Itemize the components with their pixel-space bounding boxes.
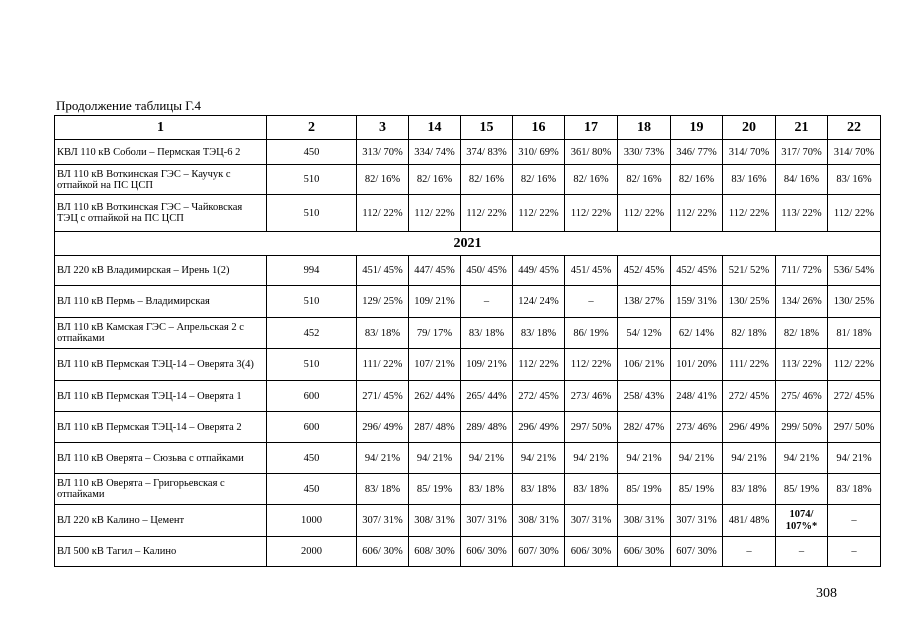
load-value: 272/ 45% (513, 381, 565, 412)
load-value: 83/ 18% (357, 474, 409, 505)
line-rating: 510 (267, 349, 357, 381)
load-value: 536/ 54% (828, 256, 881, 286)
load-value: 107/ 21% (409, 349, 461, 381)
load-value: 296/ 49% (357, 412, 409, 443)
load-value: – (828, 537, 881, 567)
line-rating: 510 (267, 165, 357, 195)
load-value: 112/ 22% (618, 195, 671, 232)
load-value: 334/ 74% (409, 140, 461, 165)
table-row (55, 443, 881, 474)
load-value: 711/ 72% (776, 256, 828, 286)
load-value: – (461, 286, 513, 318)
load-value: 310/ 69% (513, 140, 565, 165)
load-value: 258/ 43% (618, 381, 671, 412)
load-value: 272/ 45% (828, 381, 881, 412)
column-header: 17 (565, 116, 618, 140)
load-value: 83/ 18% (513, 474, 565, 505)
load-value: 94/ 21% (565, 443, 618, 474)
load-value: 129/ 25% (357, 286, 409, 318)
load-value: 606/ 30% (357, 537, 409, 567)
column-header: 20 (723, 116, 776, 140)
load-value: – (776, 537, 828, 567)
line-name: ВЛ 110 кВ Пермская ТЭЦ-14 – Оверята 2 (55, 412, 267, 443)
load-value: 361/ 80% (565, 140, 618, 165)
load-value: 85/ 19% (409, 474, 461, 505)
load-value: 307/ 31% (461, 505, 513, 537)
load-value: 449/ 45% (513, 256, 565, 286)
line-name: ВЛ 110 кВ Пермская ТЭЦ-14 – Оверята 1 (55, 381, 267, 412)
load-value: 451/ 45% (565, 256, 618, 286)
load-value: 83/ 18% (461, 318, 513, 349)
load-value: 297/ 50% (828, 412, 881, 443)
load-value: 297/ 50% (565, 412, 618, 443)
load-value: 521/ 52% (723, 256, 776, 286)
load-value: 606/ 30% (618, 537, 671, 567)
table-row (55, 349, 881, 381)
load-value: 346/ 77% (671, 140, 723, 165)
table-row (55, 256, 881, 286)
load-value: 83/ 18% (513, 318, 565, 349)
load-value: 275/ 46% (776, 381, 828, 412)
column-header: 16 (513, 116, 565, 140)
line-name: ВЛ 110 кВ Пермь – Владимирская (55, 286, 267, 318)
table-row (55, 505, 881, 537)
load-value: 82/ 18% (723, 318, 776, 349)
load-value: 113/ 22% (776, 349, 828, 381)
line-name: ВЛ 110 кВ Воткинская ГЭС – Чайковская ТЭЦ с отпайкой на ПС ЦСП (55, 195, 267, 232)
load-table (54, 115, 881, 567)
load-value: 307/ 31% (671, 505, 723, 537)
load-value: 94/ 21% (513, 443, 565, 474)
load-value: 113/ 22% (776, 195, 828, 232)
load-value: – (723, 537, 776, 567)
load-value: 112/ 22% (565, 195, 618, 232)
load-value: 112/ 22% (461, 195, 513, 232)
load-value: 82/ 16% (409, 165, 461, 195)
line-name: ВЛ 110 кВ Оверята – Сюзьва с отпайками (55, 443, 267, 474)
load-value: 248/ 41% (671, 381, 723, 412)
load-value: 314/ 70% (723, 140, 776, 165)
load-value: 86/ 19% (565, 318, 618, 349)
load-value: 1074/ 107%* (776, 505, 828, 537)
load-value: 307/ 31% (357, 505, 409, 537)
load-value: 272/ 45% (723, 381, 776, 412)
load-value: 111/ 22% (357, 349, 409, 381)
column-header: 22 (828, 116, 881, 140)
load-value: 94/ 21% (776, 443, 828, 474)
column-header: 21 (776, 116, 828, 140)
load-value: 83/ 18% (828, 474, 881, 505)
line-rating: 450 (267, 443, 357, 474)
load-value: 109/ 21% (461, 349, 513, 381)
table-row (55, 286, 881, 318)
load-value: 138/ 27% (618, 286, 671, 318)
load-value: 83/ 16% (723, 165, 776, 195)
column-header: 14 (409, 116, 461, 140)
load-value: 82/ 16% (618, 165, 671, 195)
load-value: 607/ 30% (671, 537, 723, 567)
load-value: 82/ 16% (357, 165, 409, 195)
line-name: ВЛ 110 кВ Пермская ТЭЦ-14 – Оверята 3(4) (55, 349, 267, 381)
load-value: 94/ 21% (357, 443, 409, 474)
load-value: 83/ 18% (357, 318, 409, 349)
load-value: 82/ 16% (565, 165, 618, 195)
load-value: 130/ 25% (828, 286, 881, 318)
header-row (55, 116, 881, 140)
load-value: 112/ 22% (828, 195, 881, 232)
column-header: 1 (55, 116, 267, 140)
load-value: 85/ 19% (671, 474, 723, 505)
load-value: 308/ 31% (618, 505, 671, 537)
load-value: 307/ 31% (565, 505, 618, 537)
load-value: 112/ 22% (513, 349, 565, 381)
load-value: 289/ 48% (461, 412, 513, 443)
load-value: 273/ 46% (671, 412, 723, 443)
load-value: 112/ 22% (828, 349, 881, 381)
load-value: 273/ 46% (565, 381, 618, 412)
line-name: КВЛ 110 кВ Соболи – Пермская ТЭЦ-6 2 (55, 140, 267, 165)
load-value: 271/ 45% (357, 381, 409, 412)
load-value: 313/ 70% (357, 140, 409, 165)
load-value: 308/ 31% (409, 505, 461, 537)
table-row (55, 140, 881, 165)
line-rating: 2000 (267, 537, 357, 567)
table-row (55, 412, 881, 443)
load-value: 112/ 22% (565, 349, 618, 381)
load-value: 374/ 83% (461, 140, 513, 165)
load-value: 130/ 25% (723, 286, 776, 318)
load-value: 84/ 16% (776, 165, 828, 195)
page-number: 308 (816, 586, 837, 601)
load-value: 83/ 18% (461, 474, 513, 505)
load-value: 308/ 31% (513, 505, 565, 537)
column-header: 2 (267, 116, 357, 140)
load-value: 94/ 21% (409, 443, 461, 474)
load-value: 314/ 70% (828, 140, 881, 165)
load-value: 94/ 21% (461, 443, 513, 474)
year-row (55, 232, 881, 256)
load-value: 317/ 70% (776, 140, 828, 165)
line-rating: 450 (267, 140, 357, 165)
load-value: 296/ 49% (513, 412, 565, 443)
load-value: 82/ 16% (461, 165, 513, 195)
line-name: ВЛ 110 кВ Оверята – Григорьевская с отпайками (55, 474, 267, 505)
column-header: 15 (461, 116, 513, 140)
load-value: 83/ 18% (723, 474, 776, 505)
load-value: – (565, 286, 618, 318)
line-name: ВЛ 110 кВ Камская ГЭС – Апрельская 2 с отпайками (55, 318, 267, 349)
load-value: 299/ 50% (776, 412, 828, 443)
load-value: 608/ 30% (409, 537, 461, 567)
load-value: 296/ 49% (723, 412, 776, 443)
load-value: 94/ 21% (618, 443, 671, 474)
load-value: 112/ 22% (723, 195, 776, 232)
line-rating: 510 (267, 286, 357, 318)
load-value: 62/ 14% (671, 318, 723, 349)
load-value: – (828, 505, 881, 537)
load-value: 83/ 18% (565, 474, 618, 505)
load-value: 262/ 44% (409, 381, 461, 412)
load-value: 134/ 26% (776, 286, 828, 318)
line-rating: 600 (267, 381, 357, 412)
load-value: 85/ 19% (776, 474, 828, 505)
table-row (55, 474, 881, 505)
line-rating: 600 (267, 412, 357, 443)
table-row (55, 381, 881, 412)
line-rating: 510 (267, 195, 357, 232)
load-value: 82/ 16% (671, 165, 723, 195)
load-value: 85/ 19% (618, 474, 671, 505)
table-caption: Продолжение таблицы Г.4 (56, 98, 202, 113)
load-value: 111/ 22% (723, 349, 776, 381)
load-value: 282/ 47% (618, 412, 671, 443)
load-value: 450/ 45% (461, 256, 513, 286)
line-rating: 994 (267, 256, 357, 286)
load-value: 101/ 20% (671, 349, 723, 381)
load-value: 94/ 21% (723, 443, 776, 474)
line-name: ВЛ 220 кВ Владимирская – Ирень 1(2) (55, 256, 267, 286)
table-row (55, 195, 881, 232)
load-value: 81/ 18% (828, 318, 881, 349)
load-value: 287/ 48% (409, 412, 461, 443)
line-name: ВЛ 220 кВ Калино – Цемент (55, 505, 267, 537)
load-value: 159/ 31% (671, 286, 723, 318)
load-value: 94/ 21% (671, 443, 723, 474)
load-value: 112/ 22% (357, 195, 409, 232)
table-row (55, 537, 881, 567)
load-value: 606/ 30% (461, 537, 513, 567)
load-value: 330/ 73% (618, 140, 671, 165)
load-value: 82/ 16% (513, 165, 565, 195)
load-value: 607/ 30% (513, 537, 565, 567)
column-header: 3 (357, 116, 409, 140)
load-value: 106/ 21% (618, 349, 671, 381)
load-value: 112/ 22% (409, 195, 461, 232)
load-value: 452/ 45% (618, 256, 671, 286)
load-value: 54/ 12% (618, 318, 671, 349)
load-value: 124/ 24% (513, 286, 565, 318)
line-rating: 452 (267, 318, 357, 349)
load-value: 94/ 21% (828, 443, 881, 474)
load-value: 451/ 45% (357, 256, 409, 286)
load-value: 112/ 22% (671, 195, 723, 232)
line-name: ВЛ 500 кВ Тагил – Калино (55, 537, 267, 567)
load-value: 82/ 18% (776, 318, 828, 349)
load-value: 265/ 44% (461, 381, 513, 412)
table-row (55, 165, 881, 195)
line-name: ВЛ 110 кВ Воткинская ГЭС – Каучук с отпайкой на ПС ЦСП (55, 165, 267, 195)
load-value: 83/ 16% (828, 165, 881, 195)
load-value: 606/ 30% (565, 537, 618, 567)
load-value: 109/ 21% (409, 286, 461, 318)
column-header: 19 (671, 116, 723, 140)
column-header: 18 (618, 116, 671, 140)
load-value: 112/ 22% (513, 195, 565, 232)
line-rating: 450 (267, 474, 357, 505)
year-label: 2021 (55, 232, 881, 256)
table-body (55, 140, 881, 567)
load-value: 79/ 17% (409, 318, 461, 349)
line-rating: 1000 (267, 505, 357, 537)
table-row (55, 318, 881, 349)
load-value: 452/ 45% (671, 256, 723, 286)
load-value: 481/ 48% (723, 505, 776, 537)
load-value: 447/ 45% (409, 256, 461, 286)
